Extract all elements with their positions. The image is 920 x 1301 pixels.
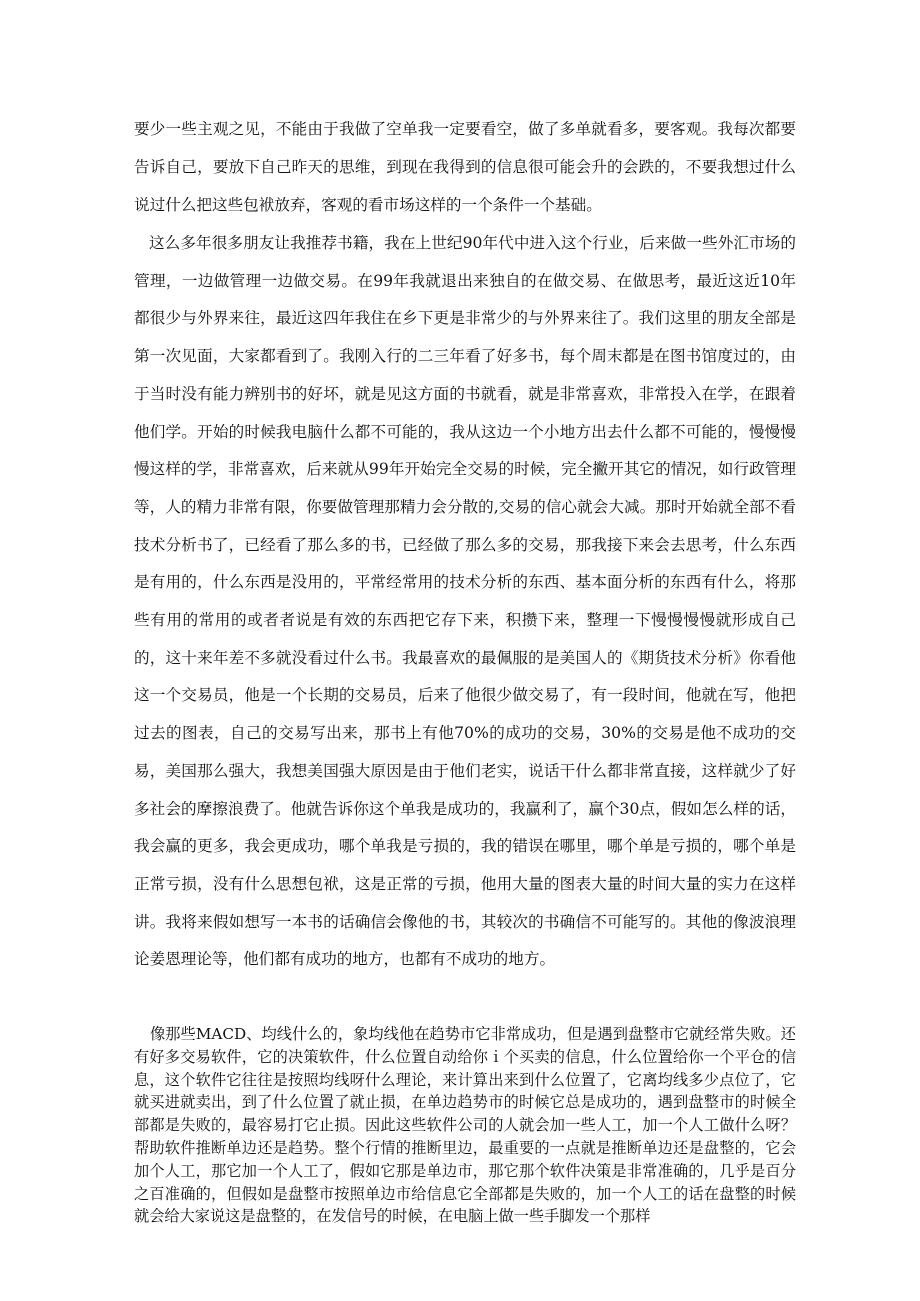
paragraph-2: 这么多年很多朋友让我推荐书籍，我在上世纪90年代中进入这个行业，后来做一些外汇市场的管理，一边做管理一边做交易。在99年我就退出来独自的在做交易、在做思考，最近这近10年都很少与外界来往，最近这四年我住在乡下更是非常少的与外界来往了。我们这里的朋友全部是第一次见面，大家都看到了。我刚入行的二三年看了好多书，每个周末都是在图书馆度过的，由于当时没有能力辨别书的好坏，就是见这方面的书就看，就是非常喜欢，非常投入在学，在跟着他们学。开始的时候我电脑什么都不可能的，我从这边一个小地方出去什么都不可能的，慢慢慢慢这样的学，非常喜欢，后来就从99年开始完全交易的时候，完全撇开其它的情况，如行政管理等，人的精力非常有限，你要做管理那精力会分散的,交易的信心就会大减。那时开始就全部不看技术分析书了，已经看了那么多的书，已经做了那么多的交易，那我接下来会去思考，什么东西是有用的，什么东西是没用的，平常经常用的技术分析的东西、基本面分析的东西有什么，将那些有用的常用的或者者说是有效的东西把它存下来，积攒下来，整理一下慢慢慢慢就形成自己的，这十来年差不多就没看过什么书。我最喜欢的最佩服的是美国人的《期货技术分析》你看他这一个交易员，他是一个长期的交易员，后来了他很少做交易了，有一段时间，他就在写，他把过去的图表，自己的交易写出来，那书上有他70%的成功的交易，30%的交易是他不成功的交易，美国那么强大，我想美国强大原因是由于他们老实，说话干什么都非常直接，这样就少了好多社会的摩擦浪费了。他就告诉你这个单我是成功的，我赢利了，赢个30点，假如怎么样的话，我会赢的更多，我会更成功，哪个单我是亏损的，我的错误在哪里，哪个单是亏损的，哪个单是正常亏损，没有什么思想包袱，这是正常的亏损，他用大量的图表大量的时间大量的实力在这样讲。我将来假如想写一本书的话确信会像他的书，其较次的书确信不可能写的。其他的像波浪理论姜恩理论等，他们都有成功的地方，也都有不成功的地方。 [134,234,796,969]
paragraph-1: 要少一些主观之见，不能由于我做了空单我一定要看空，做了多单就看多，要客观。我每次都要告诉自己，要放下自己昨天的思维，到现在我得到的信息很可能会升的会跌的，不要我想过什么说过什么把这些包袱放弃，客观的看市场这样的一个条件一个基础。 [134,120,796,214]
paragraph-3: 像那些MACD、均线什么的，象均线他在趋势市它非常成功，但是遇到盘整市它就经常失败。还有好多交易软件，它的决策软件，什么位置自动给你ｉ个买卖的信息，什么位置给你一个平仓的信息，这个软件它往往是按照均线呀什么理论，来计算出来到什么位置了，它离均线多少点位了，它就买进就卖出，到了什么位置了就止损，在单边趋势市的时候它总是成功的，遇到盘整市的时候全部都是失败的，最容易打它止损。因此这些软件公司的人就会加一些人工，加一个人工做什么呀？帮助软件推断单边还是趋势。整个行情的推断里边，最重要的一点就是推断单边还是盘整的，它会加个人工，那它加一个人工了，假如它那是单边市，那它那个软件决策是非常准确的，几乎是百分之百准确的，但假如是盘整市按照单边市给信息它全部都是失败的，加一个人工的话在盘整的时候就会给大家说这是盘整的，在发信号的时候，在电脑上做一些手脚发一个那样 [134,1025,796,1226]
